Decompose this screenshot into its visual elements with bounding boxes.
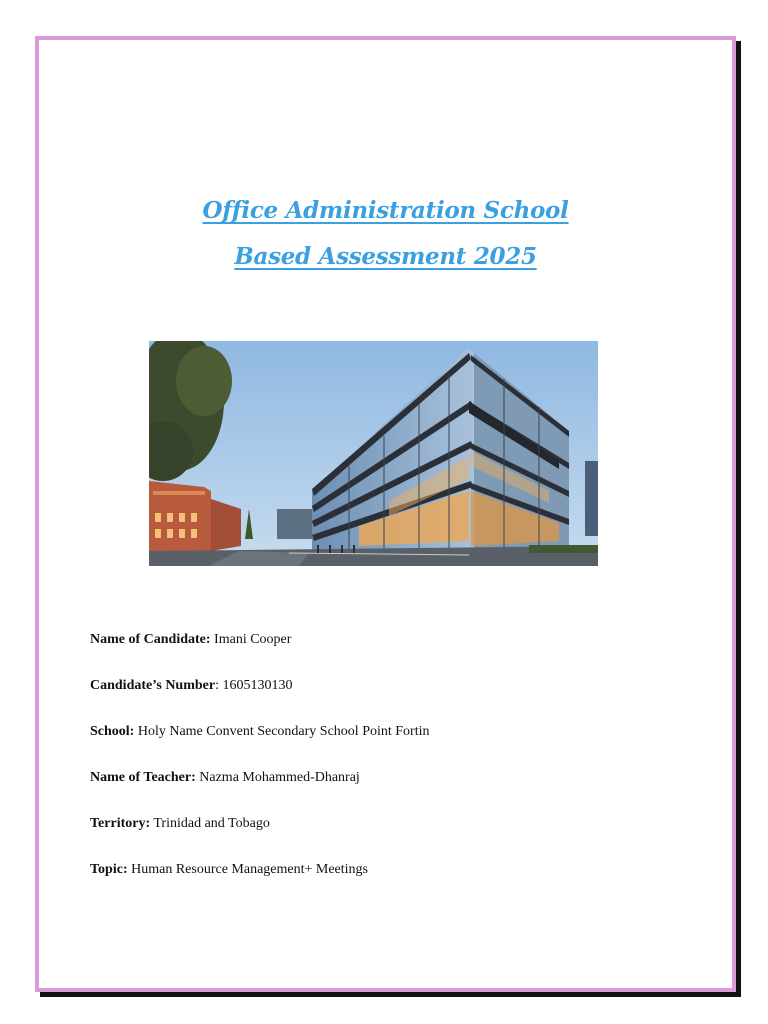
territory-row [90,814,430,860]
document-page [35,36,736,992]
candidate-name-row [90,630,430,676]
school-value: Holy Name Convent Secondary School Point Fortin [134,724,430,739]
topic-label: Topic: [90,862,128,877]
topic-value: Human Resource Management+ Meetings [127,862,368,877]
territory-value: Trinidad and Tobago [150,816,270,831]
teacher-row [90,768,430,814]
document-title [39,188,732,280]
topic-row [90,860,430,906]
candidate-number-value: : 1605130130 [215,678,293,693]
office-building-image [149,341,598,566]
title-line-1: Office Administration School [202,197,569,224]
candidate-number-row [90,676,430,722]
school-row [90,722,430,768]
candidate-number-label: Candidate’s Number [90,678,216,693]
territory-label: Territory: [90,816,151,831]
teacher-label: Name of Teacher: [90,770,196,785]
candidate-name-value: Imani Cooper [210,632,292,647]
school-label: School: [90,724,135,739]
candidate-name-label: Name of Candidate: [90,632,211,647]
title-line-2: Based Assessment 2025 [234,243,537,270]
candidate-details [90,630,430,906]
teacher-value: Nazma Mohammed-Dhanraj [195,770,360,785]
